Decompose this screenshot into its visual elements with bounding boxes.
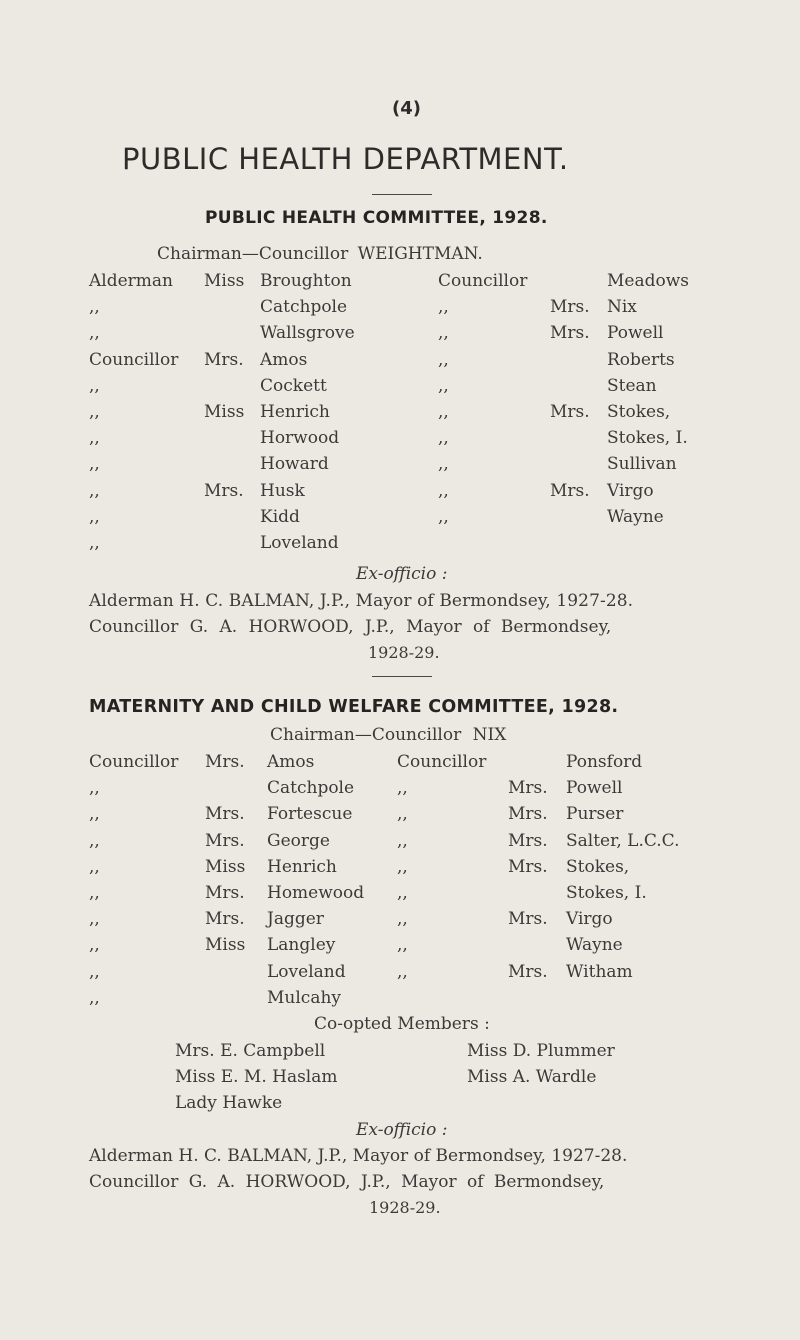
- member-name: Purser: [566, 804, 624, 825]
- member-name: Stean: [607, 375, 657, 396]
- member-name: Meadows: [607, 271, 689, 291]
- member-rank: Alderman: [89, 271, 173, 291]
- member-name: Witham: [566, 961, 633, 982]
- member-title: Mrs.: [204, 480, 244, 501]
- member-name: George: [267, 830, 330, 851]
- member-rank: ,,: [89, 375, 100, 396]
- coopted-label: Co-opted Members :: [314, 1014, 490, 1034]
- member-name: Broughton: [260, 271, 352, 291]
- member-name: Loveland: [267, 961, 346, 982]
- maternity-chairman: [270, 725, 506, 745]
- member-title: Mrs.: [508, 909, 548, 930]
- member-name: Salter, L.C.C.: [566, 830, 680, 851]
- public-health-ex-officio-line-2: Councillor G. A. HORWOOD, J.P., Mayor of Bermondsey,: [89, 617, 612, 637]
- coopted-member: Miss A. Wardle: [467, 1067, 597, 1087]
- member-name: Amos: [267, 752, 315, 772]
- member-title: Miss: [204, 402, 245, 422]
- member-name: Virgo: [566, 909, 613, 930]
- page-number: (4): [392, 98, 421, 119]
- member-rank: Councillor: [438, 271, 528, 291]
- coopted-member: Miss E. M. Haslam: [175, 1067, 338, 1087]
- member-name: Fortescue: [267, 804, 353, 825]
- member-rank: Councillor: [89, 752, 179, 772]
- maternity-heading: MATERNITY AND CHILD WELFARE COMMITTEE, 1928.: [89, 697, 619, 717]
- member-name: Roberts: [607, 349, 675, 370]
- member-name: Wayne: [607, 506, 664, 527]
- member-rank: ,,: [438, 480, 449, 501]
- member-rank: ,,: [89, 533, 100, 553]
- member-rank: ,,: [397, 961, 408, 982]
- maternity-ex-officio-line-1: Alderman H. C. BALMAN, J.P., Mayor of Bermondsey, 1927-28.: [89, 1146, 628, 1166]
- member-name: Husk: [260, 480, 305, 501]
- chairman-name: WEIGHTMAN.: [357, 244, 483, 264]
- member-rank: ,,: [397, 883, 408, 903]
- member-rank: ,,: [89, 323, 100, 344]
- member-name: Kidd: [260, 506, 300, 527]
- member-title: Mrs.: [550, 480, 590, 501]
- divider: [372, 194, 432, 195]
- member-rank: ,,: [89, 909, 100, 930]
- member-rank: ,,: [89, 987, 100, 1008]
- member-title: Miss: [205, 935, 246, 956]
- member-rank: Councillor: [397, 752, 487, 772]
- member-rank: ,,: [397, 856, 408, 877]
- member-name: Mulcahy: [267, 987, 342, 1008]
- member-name: Langley: [267, 935, 336, 956]
- member-title: Mrs.: [550, 297, 590, 318]
- member-name: Stokes,: [566, 856, 630, 877]
- member-rank: ,,: [89, 883, 100, 903]
- member-rank: ,,: [89, 830, 100, 851]
- member-name: Sullivan: [607, 454, 677, 475]
- member-rank: ,,: [89, 454, 100, 475]
- member-rank: ,,: [89, 402, 100, 422]
- member-title: Mrs.: [508, 856, 548, 877]
- member-title: Miss: [204, 271, 245, 291]
- member-name: Catchpole: [260, 297, 348, 318]
- member-title: Mrs.: [205, 830, 245, 851]
- member-name: Catchpole: [267, 778, 355, 799]
- member-rank: ,,: [397, 935, 408, 956]
- member-rank: ,,: [397, 778, 408, 799]
- member-name: Stokes, I.: [566, 883, 647, 903]
- member-title: Mrs.: [205, 804, 245, 825]
- member-title: Mrs.: [205, 883, 245, 903]
- member-name: Wallsgrove: [260, 323, 355, 344]
- member-name: Nix: [607, 297, 637, 318]
- member-rank: ,,: [438, 323, 449, 344]
- member-title: Mrs.: [508, 830, 548, 851]
- member-name: Powell: [566, 778, 623, 799]
- chairman-prefix: Chairman—Councillor: [270, 725, 462, 745]
- member-title: Mrs.: [508, 804, 548, 825]
- member-rank: ,,: [89, 935, 100, 956]
- member-rank: ,,: [438, 428, 449, 449]
- member-title: Mrs.: [550, 323, 590, 344]
- member-rank: ,,: [397, 830, 408, 851]
- member-rank: ,,: [397, 804, 408, 825]
- member-name: Amos: [260, 349, 308, 370]
- member-rank: ,,: [438, 297, 449, 318]
- member-name: Cockett: [260, 375, 327, 396]
- member-name: Loveland: [260, 533, 339, 553]
- member-name: Wayne: [566, 935, 623, 956]
- member-rank: Councillor: [89, 349, 179, 370]
- coopted-member: Miss D. Plummer: [467, 1041, 615, 1061]
- coopted-member: Mrs. E. Campbell: [175, 1041, 326, 1061]
- member-rank: ,,: [397, 909, 408, 930]
- member-rank: ,,: [438, 506, 449, 527]
- member-name: Henrich: [267, 856, 337, 877]
- member-title: Mrs.: [205, 752, 245, 772]
- member-title: Mrs.: [205, 909, 245, 930]
- member-name: Howard: [260, 454, 329, 475]
- member-rank: ,,: [438, 375, 449, 396]
- page-title: PUBLIC HEALTH DEPARTMENT.: [122, 142, 569, 176]
- public-health-chairman: [157, 244, 483, 264]
- member-title: Mrs.: [204, 349, 244, 370]
- maternity-ex-officio-line-2: Councillor G. A. HORWOOD, J.P., Mayor of Bermondsey,: [89, 1172, 605, 1192]
- member-title: Mrs.: [508, 778, 548, 799]
- maternity-ex-officio-line-3: 1928-29.: [369, 1198, 441, 1217]
- member-name: Stokes,: [607, 402, 671, 422]
- member-name: Horwood: [260, 428, 340, 449]
- coopted-member: Lady Hawke: [175, 1093, 283, 1113]
- member-rank: ,,: [89, 428, 100, 449]
- member-title: Mrs.: [508, 961, 548, 982]
- chairman-prefix: Chairman—Councillor: [157, 244, 349, 264]
- member-name: Virgo: [607, 480, 654, 501]
- member-name: Ponsford: [566, 752, 643, 772]
- member-rank: ,,: [438, 349, 449, 370]
- public-health-heading: PUBLIC HEALTH COMMITTEE, 1928.: [205, 208, 548, 228]
- divider: [372, 676, 432, 677]
- maternity-ex-officio-label: Ex-officio :: [356, 1120, 448, 1140]
- member-title: Miss: [205, 856, 246, 877]
- member-rank: ,,: [89, 480, 100, 501]
- member-rank: ,,: [89, 961, 100, 982]
- member-name: Stokes, I.: [607, 428, 688, 449]
- member-rank: ,,: [89, 856, 100, 877]
- member-rank: ,,: [89, 804, 100, 825]
- member-rank: ,,: [89, 778, 100, 799]
- member-name: Homewood: [267, 883, 365, 903]
- member-rank: ,,: [438, 454, 449, 475]
- member-rank: ,,: [89, 506, 100, 527]
- public-health-ex-officio-line-3: 1928-29.: [368, 643, 440, 662]
- public-health-ex-officio-line-1: Alderman H. C. BALMAN, J.P., Mayor of Bermondsey, 1927-28.: [89, 591, 634, 611]
- chairman-name: NIX: [472, 725, 507, 745]
- public-health-ex-officio-label: Ex-officio :: [356, 564, 448, 584]
- member-title: Mrs.: [550, 402, 590, 422]
- member-name: Powell: [607, 323, 664, 344]
- member-name: Jagger: [267, 909, 324, 930]
- member-rank: ,,: [89, 297, 100, 318]
- member-rank: ,,: [438, 402, 449, 422]
- member-name: Henrich: [260, 402, 330, 422]
